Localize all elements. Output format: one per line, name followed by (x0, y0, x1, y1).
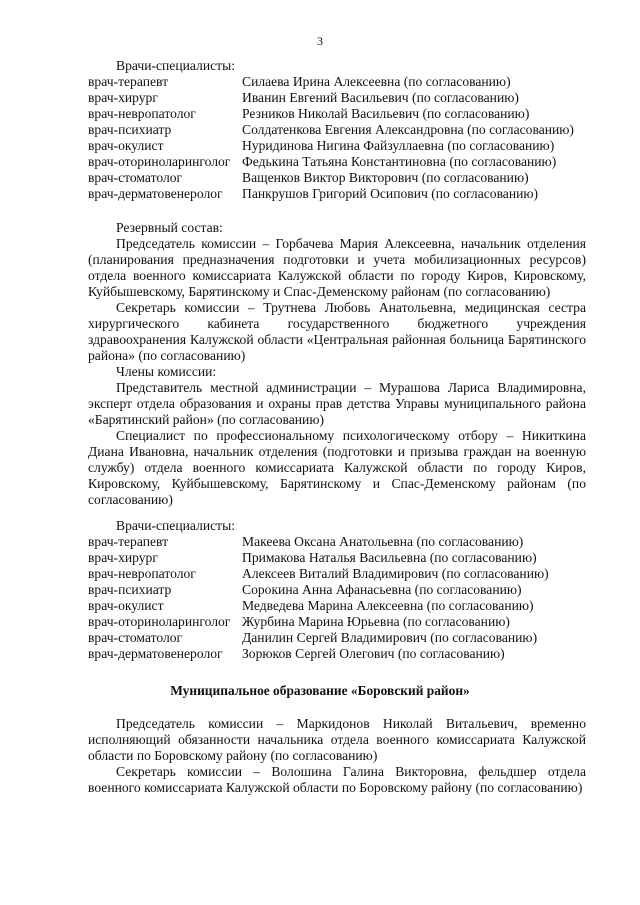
list-item (88, 550, 586, 566)
person: Данилин Сергей Владимирович (по согласованию) (242, 630, 538, 645)
list-item (88, 534, 586, 550)
role: врач-дерматовенеролог (88, 186, 223, 201)
person: Зорюков Сергей Олегович (по согласованию) (242, 646, 505, 661)
person: Федькина Татьяна Константиновна (по согласованию) (242, 154, 557, 169)
list-item (88, 74, 586, 90)
person: Иванин Евгений Васильевич (по согласованию) (242, 90, 519, 105)
list-item (88, 122, 586, 138)
reserve-section (88, 220, 586, 508)
role: врач-терапевт (88, 534, 169, 549)
role: врач-терапевт (88, 74, 169, 89)
role: врач-окулист (88, 598, 164, 613)
list-item (88, 154, 586, 170)
list-item (88, 614, 586, 630)
person: Ващенков Виктор Викторович (по согласованию) (242, 170, 529, 185)
list-item (88, 106, 586, 122)
role: врач-невропатолог (88, 566, 196, 581)
specialists-list-2 (88, 518, 586, 662)
list-item (88, 630, 586, 646)
role: врач-оториноларинголог (88, 154, 231, 169)
member-psychologist: Специалист по профессиональному психологическому отбору – Никиткина Диана Ивановна, начальник отделения (подготовки и призыва граждан на военную службу) отдела военного комиссариата Калужской области по городу Киров, Кировскому, Куйбышевскому, Барятинскому и Спас-Деменскому районам (по согласованию) (88, 428, 586, 507)
role: врач-хирург (88, 90, 158, 105)
specialists-heading-1: Врачи-специалисты: (116, 58, 235, 73)
person: Панкрушов Григорий Осипович (по согласованию) (242, 186, 539, 201)
person: Резников Николай Васильевич (по согласованию) (242, 106, 530, 121)
role: врач-психиатр (88, 582, 172, 597)
reserve-secretary: Секретарь комиссии – Трутнева Любовь Анатольевна, медицинская сестра хирургического кабинета государственного бюджетного учреждения здравоохранения Калужской области «Центральная районная больница Барятинского района» (по согласованию) (88, 300, 586, 363)
person: Примакова Наталья Васильевна (по согласованию) (242, 550, 537, 565)
borovsky-chair: Председатель комиссии – Маркидонов Николай Витальевич, временно исполняющий обязанности начальника отдела военного комиссариата Калужской области по Боровскому району (по согласованию) (88, 716, 586, 763)
person: Макеева Оксана Анатольевна (по согласованию) (242, 534, 524, 549)
role: врач-окулист (88, 138, 164, 153)
role: врач-дерматовенеролог (88, 646, 223, 661)
list-item (88, 598, 586, 614)
specialists-heading-2: Врачи-специалисты: (116, 518, 235, 533)
list-item (88, 566, 586, 582)
role: врач-стоматолог (88, 630, 183, 645)
reserve-heading: Резервный состав: (116, 220, 223, 235)
borovsky-title: Муниципальное образование «Боровский район» (170, 683, 470, 698)
list-item (88, 90, 586, 106)
role: врач-стоматолог (88, 170, 183, 185)
person: Медведева Марина Алексеевна (по согласованию) (242, 598, 534, 613)
role: врач-невропатолог (88, 106, 196, 121)
list-item (88, 646, 586, 662)
members-heading: Члены комиссии: (116, 364, 217, 379)
role: врач-оториноларинголог (88, 614, 231, 629)
person: Нуридинова Нигина Файзуллаевна (по согласованию) (242, 138, 555, 153)
borovsky-secretary: Секретарь комиссии – Волошина Галина Викторовна, фельдшер отдела военного комиссариата Калужской области по Боровскому району (по согласованию) (88, 764, 586, 795)
list-item (88, 170, 586, 186)
role: врач-хирург (88, 550, 158, 565)
person: Журбина Марина Юрьевна (по согласованию) (242, 614, 510, 629)
list-item (88, 582, 586, 598)
member-administration: Представитель местной администрации – Мурашова Лариса Владимировна, эксперт отдела образования и охраны прав детства Управы муниципального района «Барятинский район» (по согласованию) (88, 380, 586, 427)
role: врач-психиатр (88, 122, 172, 137)
specialists-list-1 (88, 58, 586, 202)
reserve-chair: Председатель комиссии – Горбачева Мария Алексеевна, начальник отделения (планирования предназначения подготовки и учета мобилизационных ресурсов) отдела военного комиссариата Калужской области по городу Киров, Кировскому, Куйбышевскому, Барятинскому и Спас-Деменскому районам (по согласованию) (88, 236, 586, 299)
list-item (88, 138, 586, 154)
person: Сорокина Анна Афанасьевна (по согласованию) (242, 582, 522, 597)
person: Алексеев Виталий Владимирович (по согласованию) (242, 566, 549, 581)
person: Солдатенкова Евгения Александровна (по согласованию) (242, 122, 574, 137)
list-item (88, 186, 586, 202)
borovsky-section (88, 716, 586, 796)
page-number: 3 (317, 34, 323, 48)
person: Силаева Ирина Алексеевна (по согласованию) (242, 74, 511, 89)
